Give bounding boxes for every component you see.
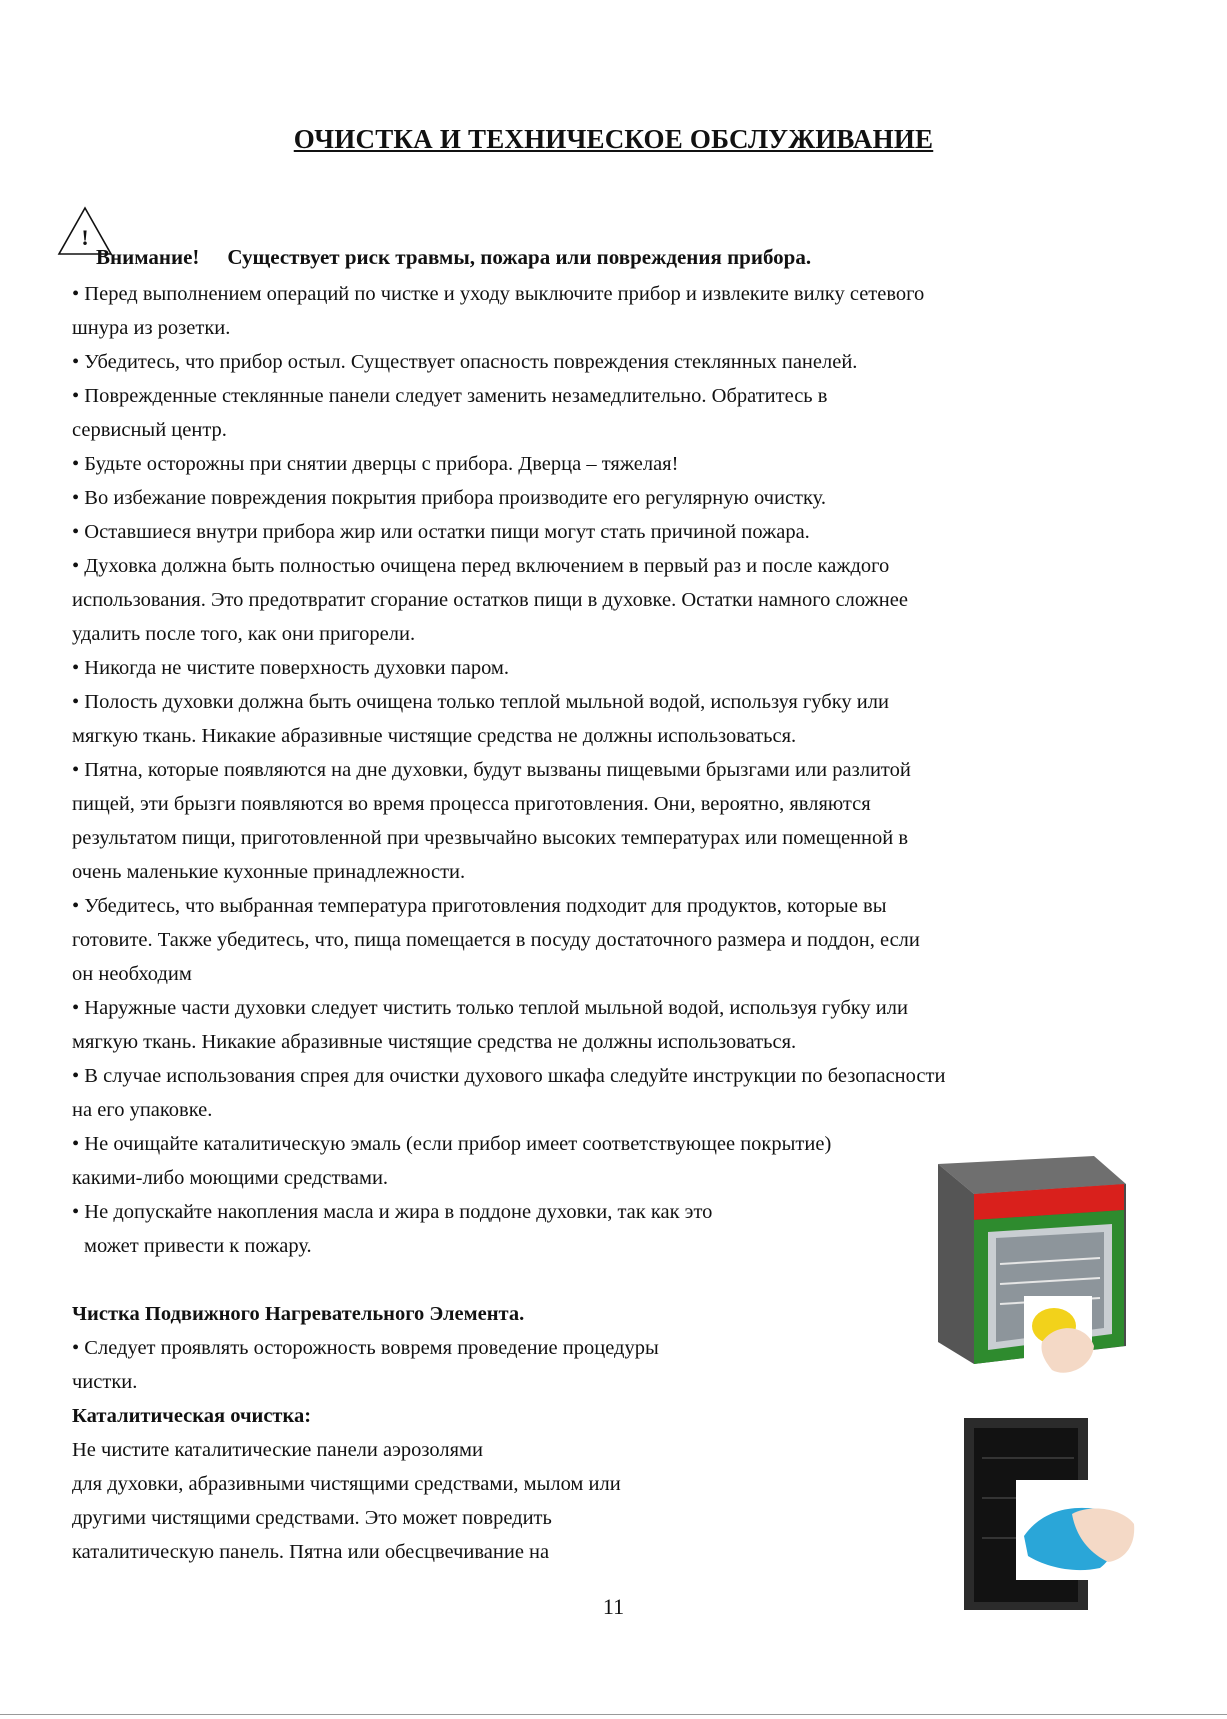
text-line: • Оставшиеся внутри прибора жир или остатки пищи могут стать причиной пожара. bbox=[72, 521, 810, 543]
text-line: использования. Это предотвратит сгорание остатков пищи в духовке. Остатки намного сложнее bbox=[72, 589, 908, 611]
text-line: для духовки, абразивными чистящими средствами, мылом или bbox=[72, 1473, 621, 1495]
text-line: • Пятна, которые появляются на дне духовки, будут вызваны пищевыми брызгами или разлитой bbox=[72, 759, 911, 781]
warning-label: Внимание! bbox=[96, 245, 200, 269]
text-line: • Не очищайте каталитическую эмаль (если прибор имеет соответствующее покрытие) bbox=[72, 1133, 832, 1155]
text-line: • В случае использования спрея для очистки духового шкафа следуйте инструкции по безопасности bbox=[72, 1065, 946, 1087]
text-line: • Наружные части духовки следует чистить только теплой мыльной водой, используя губку или bbox=[72, 997, 908, 1019]
text-line: Не чистите каталитические панели аэрозолями bbox=[72, 1439, 483, 1461]
text-line: мягкую ткань. Никакие абразивные чистящие средства не должны использоваться. bbox=[72, 725, 797, 747]
text-line: чистки. bbox=[72, 1371, 138, 1393]
text-line: • Поврежденные стеклянные панели следует заменить незамедлительно. Обратитесь в bbox=[72, 385, 828, 407]
text-line: • Следует проявлять осторожность вовремя проведение процедуры bbox=[72, 1337, 659, 1359]
text-line: • Перед выполнением операций по чистке и уходу выключите прибор и извлеките вилку сетевого bbox=[72, 283, 925, 305]
text-line: • Убедитесь, что прибор остыл. Существует опасность повреждения стеклянных панелей. bbox=[72, 351, 858, 373]
text-line: готовите. Также убедитесь, что, пища помещается в посуду достаточного размера и поддон, если bbox=[72, 929, 920, 951]
catalytic-heading: Каталитическая очистка: bbox=[72, 1405, 312, 1427]
text-line: пищей, эти брызги появляются во время процесса приготовления. Они, вероятно, являются bbox=[72, 793, 871, 815]
text-line: мягкую ткань. Никакие абразивные чистящие средства не должны использоваться. bbox=[72, 1031, 797, 1053]
text-line: • Не допускайте накопления масла и жира в поддоне духовки, так как это bbox=[72, 1201, 713, 1223]
heating-element-heading: Чистка Подвижного Нагревательного Элемента. bbox=[72, 1303, 525, 1325]
text-line: удалить после того, как они пригорели. bbox=[72, 623, 416, 645]
bottom-divider bbox=[0, 1714, 1227, 1715]
svg-text:!: ! bbox=[81, 225, 89, 250]
text-line: каталитическую панель. Пятна или обесцвечивание на bbox=[72, 1541, 550, 1563]
text-line: другими чистящими средствами. Это может повредить bbox=[72, 1507, 552, 1529]
warning-line bbox=[96, 245, 811, 270]
text-line: он необходим bbox=[72, 963, 192, 985]
page-number: 11 bbox=[602, 1594, 625, 1619]
text-line: • Полость духовки должна быть очищена только теплой мыльной водой, используя губку или bbox=[72, 691, 889, 713]
text-line: на его упаковке. bbox=[72, 1099, 213, 1121]
text-line: • Никогда не чистите поверхность духовки паром. bbox=[72, 657, 510, 679]
text-line: • Духовка должна быть полностью очищена перед включением в первый раз и после каждого bbox=[72, 555, 890, 577]
text-line: какими-либо моющими средствами. bbox=[72, 1167, 389, 1189]
text-line: результатом пищи, приготовленной при чрезвычайно высоких температурах или помещенной в bbox=[72, 827, 909, 849]
page-title: ОЧИСТКА И ТЕХНИЧЕСКОЕ ОБСЛУЖИВАНИЕ bbox=[293, 124, 934, 154]
text-line: • Во избежание повреждения покрытия прибора производите его регулярную очистку. bbox=[72, 487, 826, 509]
text-line: шнура из розетки. bbox=[72, 317, 231, 339]
oven-door-cloth-illustration bbox=[962, 1418, 1140, 1610]
text-line: • Убедитесь, что выбранная температура приготовления подходит для продуктов, которые вы bbox=[72, 895, 887, 917]
oven-sponge-illustration bbox=[916, 1146, 1138, 1392]
text-line: может привести к пожару. bbox=[84, 1235, 312, 1257]
warning-message: Существует риск травмы, пожара или повреждения прибора. bbox=[227, 245, 812, 269]
text-line: сервисный центр. bbox=[72, 419, 227, 441]
text-line: • Будьте осторожны при снятии дверцы с прибора. Дверца – тяжелая! bbox=[72, 453, 679, 475]
text-line: очень маленькие кухонные принадлежности. bbox=[72, 861, 466, 883]
